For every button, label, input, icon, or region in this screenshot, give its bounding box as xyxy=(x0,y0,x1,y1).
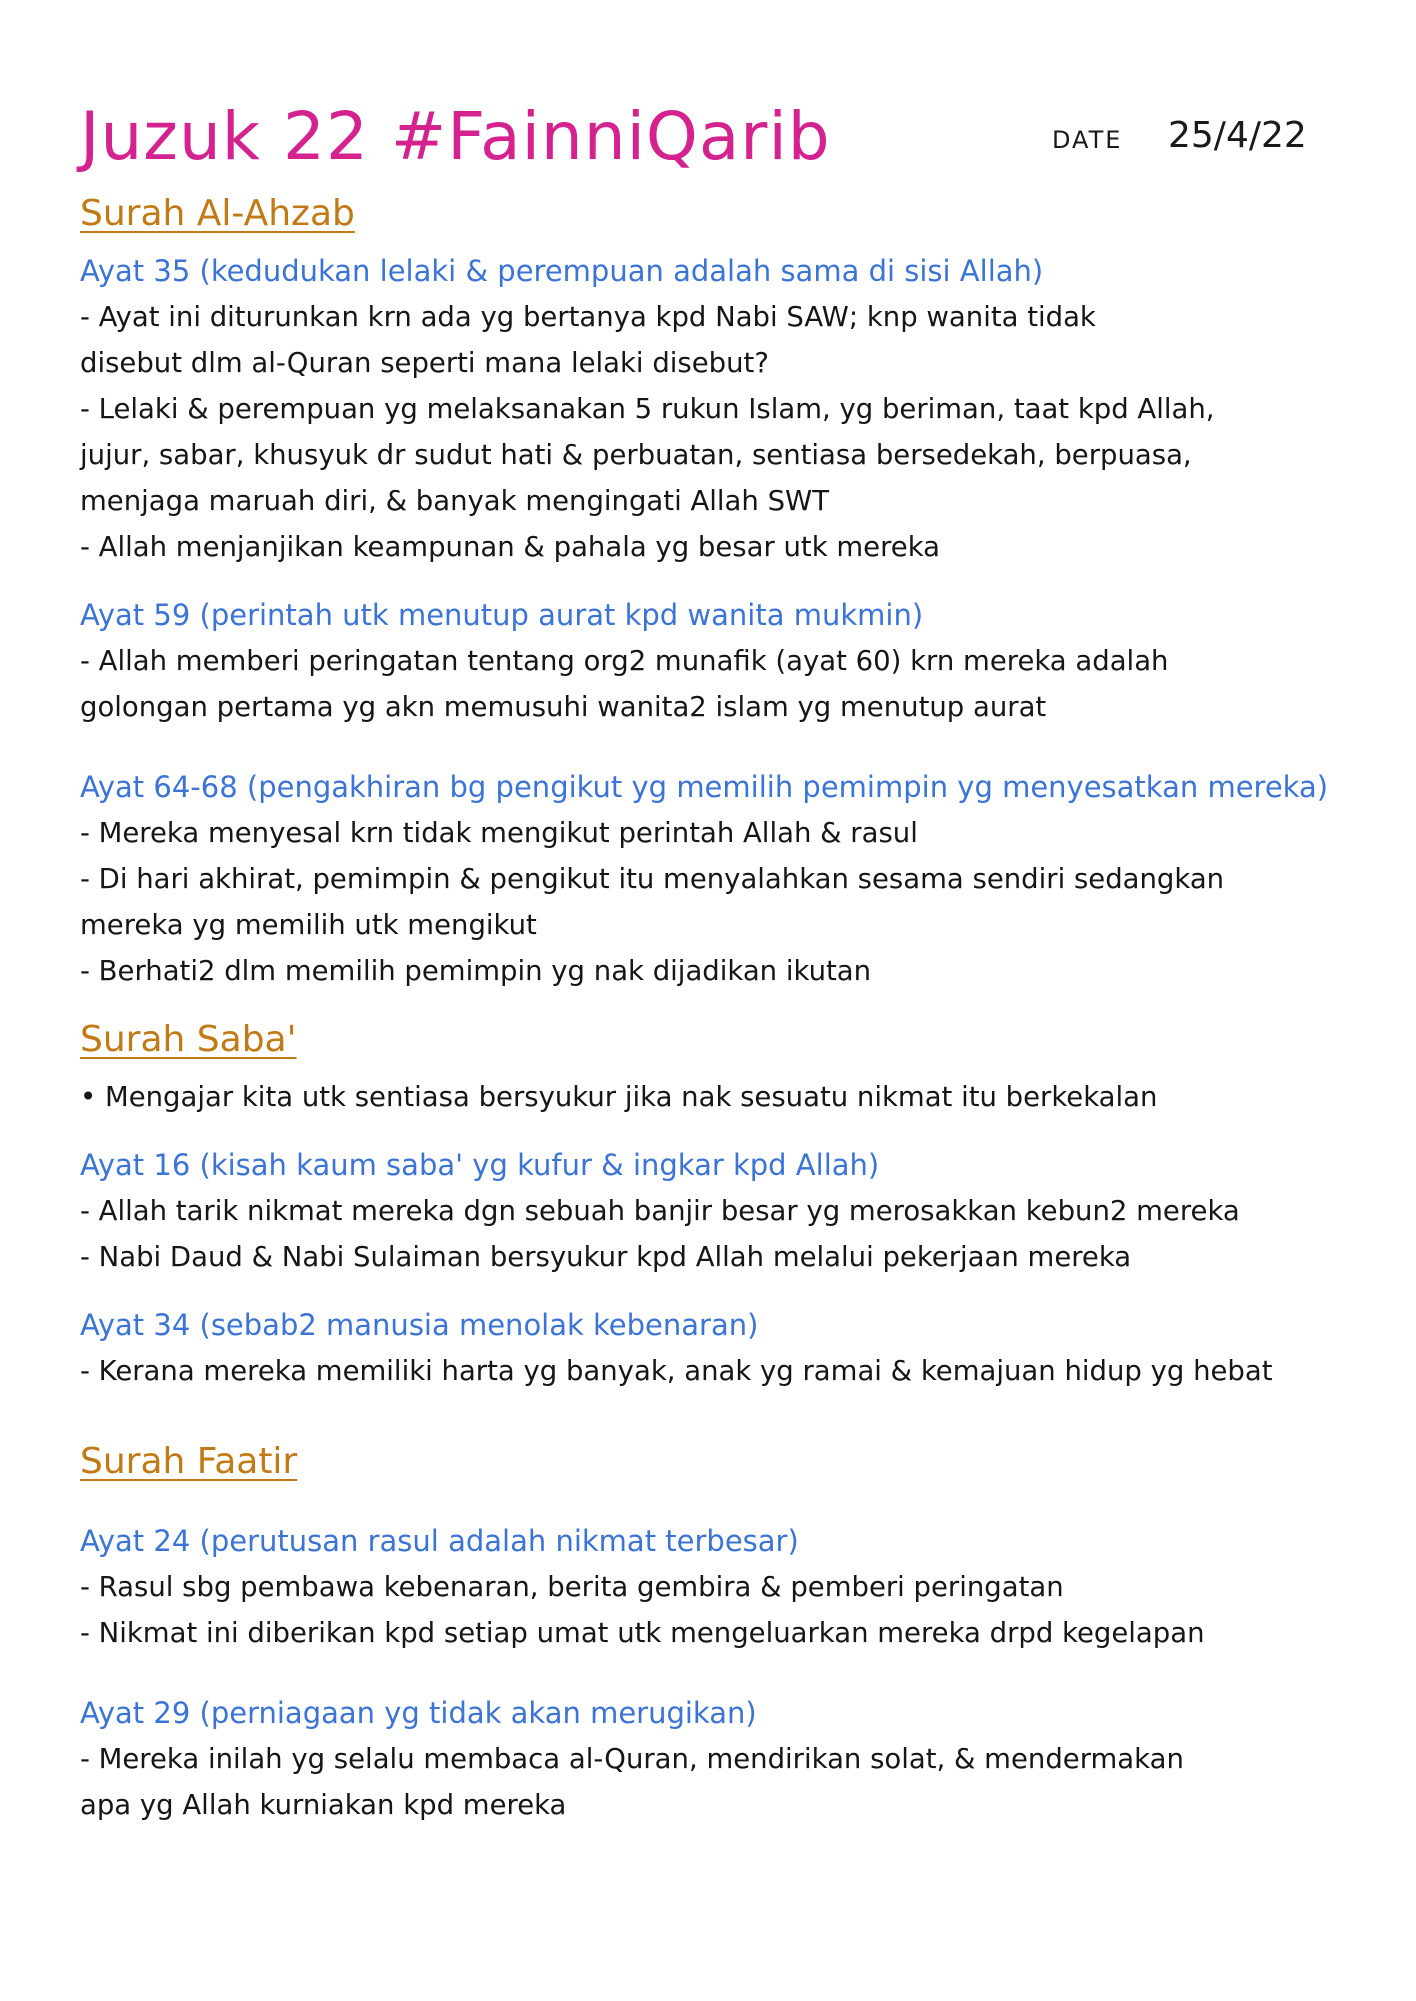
date-label: DATE xyxy=(1052,126,1123,154)
surah-heading: Surah Al-Ahzab xyxy=(80,193,355,234)
ayat-heading: Ayat 24 (perutusan rasul adalah nikmat terbesar) xyxy=(80,1524,799,1558)
ayat-block xyxy=(80,592,1340,730)
note-line: - Mereka menyesal krn tidak mengikut perintah Allah & rasul xyxy=(80,817,918,849)
surah-section-faatir xyxy=(80,1438,1340,1828)
note-line: - Allah memberi peringatan tentang org2 munafik (ayat 60) krn mereka adalah xyxy=(80,645,1169,677)
note-line: mereka yg memilih utk mengikut xyxy=(80,909,537,941)
note-line: disebut dlm al-Quran seperti mana lelaki disebut? xyxy=(80,347,769,379)
spacer xyxy=(80,730,1340,764)
ayat-block xyxy=(80,1142,1340,1280)
note-line: golongan pertama yg akn memusuhi wanita2 islam yg menutup aurat xyxy=(80,691,1047,723)
surah-intro-line: • Mengajar kita utk sentiasa bersyukur jika nak sesuatu nikmat itu berkekalan xyxy=(80,1081,1158,1113)
surah-section-saba xyxy=(80,1016,1340,1394)
date-value: 25/4/22 xyxy=(1168,115,1307,156)
note-line: menjaga maruah diri, & banyak mengingati Allah SWT xyxy=(80,485,830,517)
note-line: apa yg Allah kurniakan kpd mereka xyxy=(80,1789,567,1821)
spacer xyxy=(80,1280,1340,1302)
spacer xyxy=(80,1656,1340,1690)
ayat-block xyxy=(80,248,1340,570)
spacer xyxy=(80,570,1340,592)
note-line: - Berhati2 dlm memilih pemimpin yg nak dijadikan ikutan xyxy=(80,955,872,987)
note-line: - Allah tarik nikmat mereka dgn sebuah banjir besar yg merosakkan kebun2 mereka xyxy=(80,1195,1240,1227)
note-line: - Mereka inilah yg selalu membaca al-Quran, mendirikan solat, & mendermakan xyxy=(80,1743,1184,1775)
note-line: jujur, sabar, khusyuk dr sudut hati & perbuatan, sentiasa bersedekah, berpuasa, xyxy=(80,439,1192,471)
ayat-block xyxy=(80,764,1340,994)
spacer xyxy=(80,1394,1340,1438)
page-header xyxy=(80,92,1330,182)
note-line: - Rasul sbg pembawa kebenaran, berita gembira & pemberi peringatan xyxy=(80,1571,1064,1603)
notes-content xyxy=(80,190,1340,1828)
note-line: - Di hari akhirat, pemimpin & pengikut itu menyalahkan sesama sendiri sedangkan xyxy=(80,863,1225,895)
spacer xyxy=(80,1120,1340,1142)
ayat-heading: Ayat 35 (kedudukan lelaki & perempuan adalah sama di sisi Allah) xyxy=(80,254,1044,288)
note-line: - Allah menjanjikan keampunan & pahala yg besar utk mereka xyxy=(80,531,941,563)
surah-heading: Surah Saba' xyxy=(80,1019,297,1060)
ayat-heading: Ayat 59 (perintah utk menutup aurat kpd wanita mukmin) xyxy=(80,598,924,632)
page-title: Juzuk 22 #FainniQarib xyxy=(80,98,831,175)
spacer xyxy=(80,1496,1340,1518)
note-line: - Ayat ini diturunkan krn ada yg bertanya kpd Nabi SAW; knp wanita tidak xyxy=(80,301,1096,333)
note-line: - Nabi Daud & Nabi Sulaiman bersyukur kpd Allah melalui pekerjaan mereka xyxy=(80,1241,1132,1273)
spacer xyxy=(80,994,1340,1016)
note-line: - Kerana mereka memiliki harta yg banyak, anak yg ramai & kemajuan hidup yg hebat xyxy=(80,1355,1273,1387)
ayat-heading: Ayat 34 (sebab2 manusia menolak kebenaran) xyxy=(80,1308,759,1342)
note-line: - Nikmat ini diberikan kpd setiap umat utk mengeluarkan mereka drpd kegelapan xyxy=(80,1617,1205,1649)
ayat-block xyxy=(80,1302,1340,1394)
ayat-heading: Ayat 16 (kisah kaum saba' yg kufur & ingkar kpd Allah) xyxy=(80,1148,880,1182)
ayat-heading: Ayat 64-68 (pengakhiran bg pengikut yg memilih pemimpin yg menyesatkan mereka) xyxy=(80,770,1329,804)
surah-heading: Surah Faatir xyxy=(80,1441,298,1482)
ayat-heading: Ayat 29 (perniagaan yg tidak akan merugikan) xyxy=(80,1696,757,1730)
surah-section-al-ahzab xyxy=(80,190,1340,994)
ayat-block xyxy=(80,1518,1340,1656)
ayat-block xyxy=(80,1690,1340,1828)
note-line: - Lelaki & perempuan yg melaksanakan 5 rukun Islam, yg beriman, taat kpd Allah, xyxy=(80,393,1215,425)
